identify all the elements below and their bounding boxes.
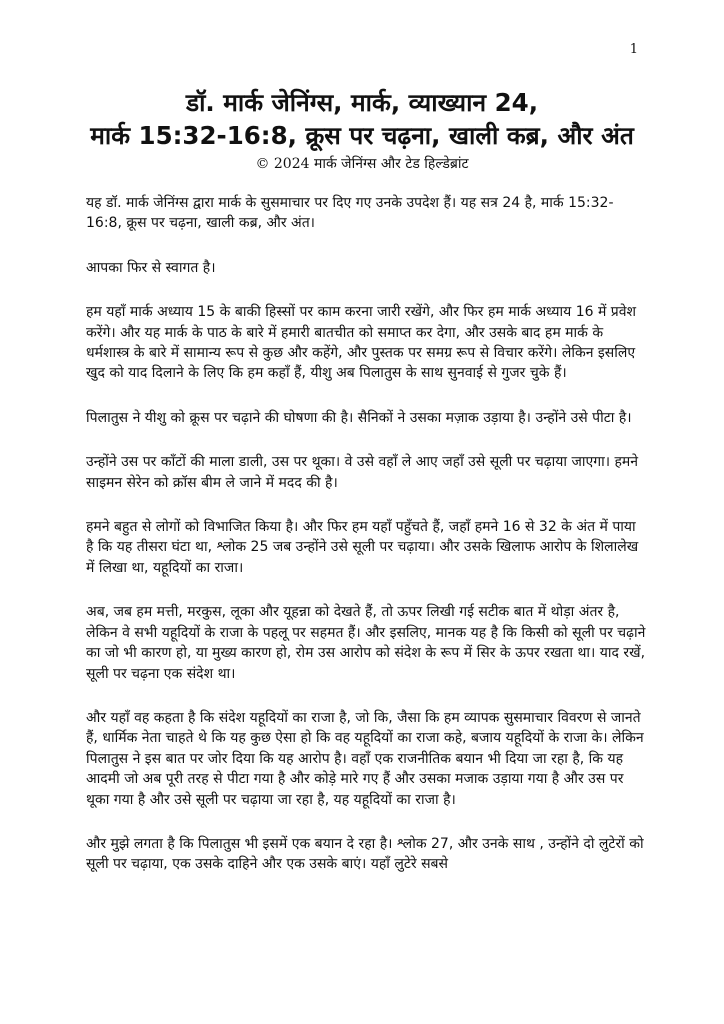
title-line-2: मार्क 15:32-16:8, क्रूस पर चढ़ना, खाली कब्र, और अंत <box>90 121 634 150</box>
paragraph: उन्होंने उस पर काँटों की माला डाली, उस पर थूका। वे उसे वहाँ ले आए जहाँ उसे सूली पर चढ़ाया जाएगा। हमने साइमन सेरेन को क्रॉस बीम ले जाने में मदद की है। <box>86 454 639 491</box>
document-title <box>60 86 664 152</box>
title-line-1: डॉ. मार्क जेनिंग्स, मार्क, व्याख्यान 24, <box>185 88 539 117</box>
paragraph: हमने बहुत से लोगों को विभाजित किया है। और फिर हम यहाँ पहुँचते हैं, जहाँ हमने 16 से 32 के अंत में पाया है कि यह तीसरा घंटा था, श्लोक 25 जब उन्होंने उसे सूली पर चढ़ाया। और उसके खिलाफ आरोप के शिलालेख में लिखा था, यहूदियों का राजा। <box>86 519 639 576</box>
paragraph: अब, जब हम मत्ती, मरकुस, लूका और यूहन्ना को देखते हैं, तो ऊपर लिखी गई सटीक बात में थोड़ा अंतर है, लेकिन वे सभी यहूदियों के राजा के पहलू पर सहमत हैं। और इसलिए, मानक यह है कि किसी को सूली पर चढ़ाने का जो भी कारण हो, या मुख्य कारण हो, रोम उस आरोप को संदेश के रूप में सिर के ऊपर रखता था। याद रखें, सूली पर चढ़ना एक संदेश था। <box>86 604 646 682</box>
paragraph: और यहाँ वह कहता है कि संदेश यहूदियों का राजा है, जो कि, जैसा कि हम व्यापक सुसमाचार विवरण से जानते हैं, धार्मिक नेता चाहते थे कि यह कुछ ऐसा हो कि वह यहूदियों का राजा कहे, बजाय यहूदियों के राजा के। लेकिन पिलातुस ने इस बात पर जोर दिया कि यह आरोप है। वहाँ एक राजनीतिक बयान भी दिया जा रहा है, कि यह आदमी जो अब पूरी तरह से पीटा गया है और कोड़े मारे गए हैं और उसका मजाक उड़ाया गया है और उस पर थूका गया है और उसे सूली पर चढ़ाया जा रहा है, यह यहूदियों का राजा है। <box>86 709 644 808</box>
paragraph: यह डॉ. मार्क जेनिंग्स द्वारा मार्क के सुसमाचार पर दिए गए उनके उपदेश हैं। यह सत्र 24 है, मार्क 15:32-16:8, क्रूस पर चढ़ना, खाली कब्र, और अंत। <box>86 195 614 232</box>
paragraph: हम यहाँ मार्क अध्याय 15 के बाकी हिस्सों पर काम करना जारी रखेंगे, और फिर हम मार्क अध्याय 16 में प्रवेश करेंगे। और यह मार्क के पाठ के बारे में हमारी बातचीत को समाप्त कर देगा, और उसके बाद हम मार्क के धर्मशास्त्र के बारे में सामान्य रूप से कुछ और कहेंगे, और पुस्तक पर समग्र रूप से विचार करेंगे। लेकिन इसलिए खुद को याद दिलाने के लिए कि हम कहाँ हैं, यीशु अब पिलातुस के साथ सुनवाई से गुजर चुके हैं। <box>86 304 637 382</box>
page-number: 1 <box>629 42 638 57</box>
paragraph: पिलातुस ने यीशु को क्रूस पर चढ़ाने की घोषणा की है। सैनिकों ने उसका मज़ाक उड़ाया है। उन्होंने उसे पीटा है। <box>86 409 632 426</box>
paragraph: आपका फिर से स्वागत है। <box>86 259 216 276</box>
document-body <box>86 193 646 875</box>
paragraph: और मुझे लगता है कि पिलातुस भी इसमें एक बयान दे रहा है। श्लोक 27, और उनके साथ , उन्होंने दो लुटेरों को सूली पर चढ़ाया, एक उसके दाहिने और एक उसके बाएं। यहाँ लुटेरे सबसे <box>86 835 644 873</box>
copyright-line: © 2024 मार्क जेनिंग्स और टेड हिल्डेब्रांट <box>255 156 469 172</box>
